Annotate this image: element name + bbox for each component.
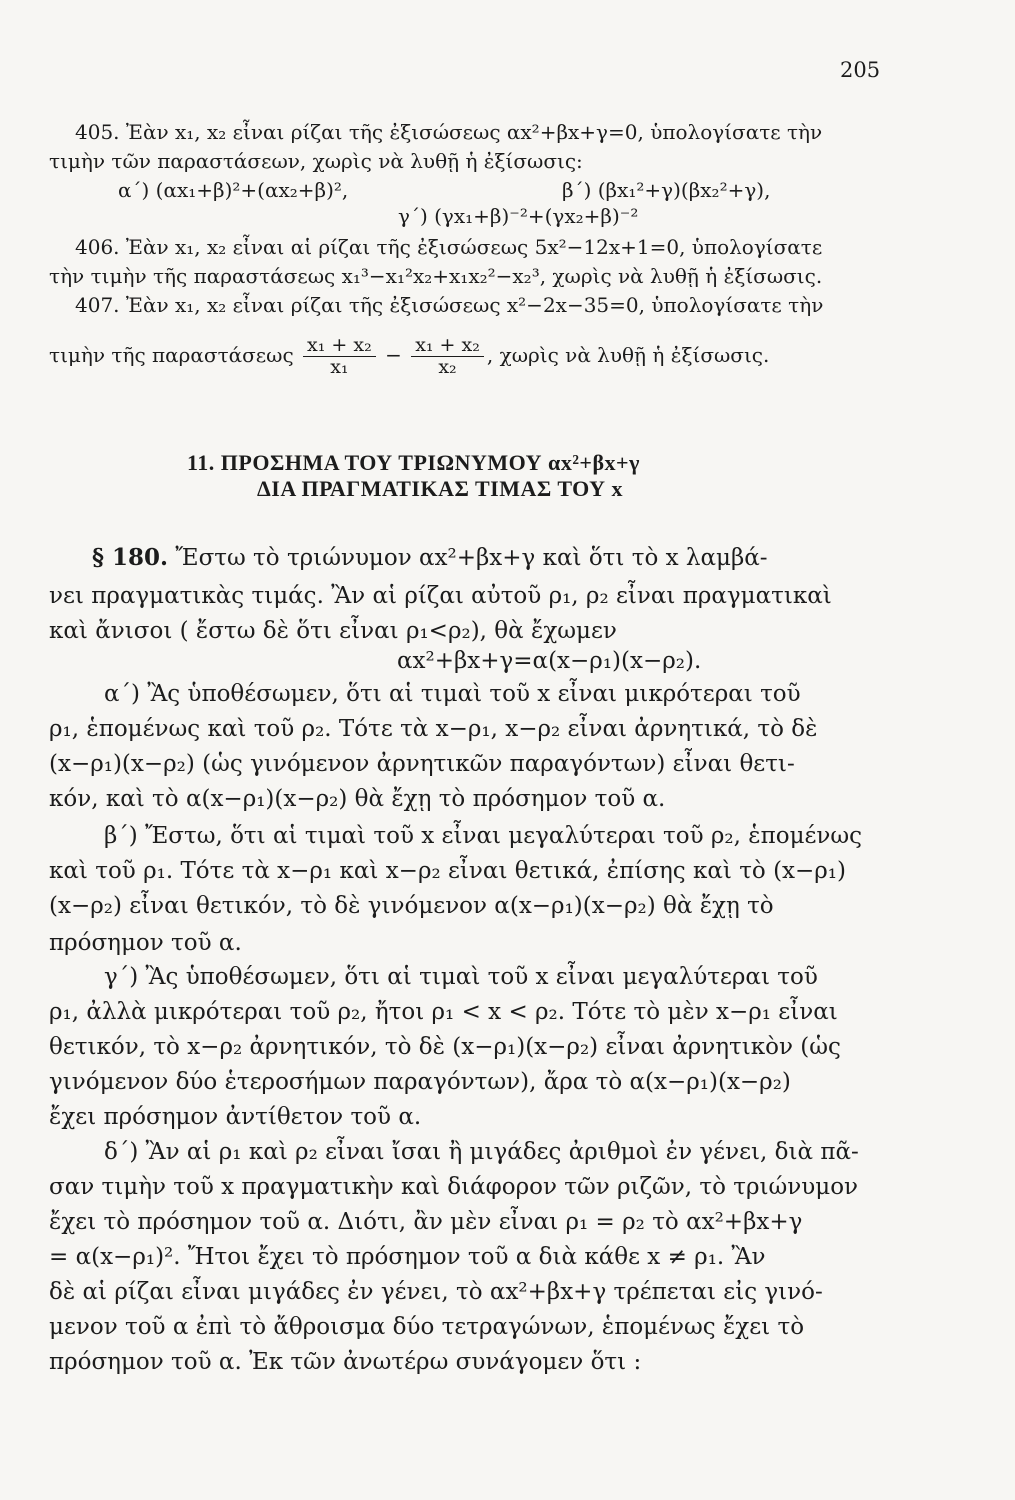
paragraph-line-13: γ΄) Ἂς ὑποθέσωμεν, ὅτι αἱ τιμαὶ τοῦ x εἶναι μεγαλύτεραι τοῦ [104,964,818,990]
exercise-406-text1: Ἐὰν x₁, x₂ εἶναι αἱ ρίζαι τῆς ἐξισώσεως 5x²−12x+1=0, ὑπολογίσατε [125,235,823,259]
paragraph-line-22: δὲ αἱ ρίζαι εἶναι μιγάδες ἐν γένει, τὸ αx²+βx+γ τρέπεται εἰς γινό- [49,1279,823,1305]
fraction-1 [303,336,376,377]
section-title-line1: 11. ΠΡΟΣΗΜΑ ΤΟΥ ΤΡΙΩΝΥΜΟΥ αx²+βx+γ [187,450,640,475]
fraction-2 [411,336,484,377]
exercise-406-line1 [75,237,822,257]
exercise-407-lead: τιμὴν τῆς παραστάσεως [49,343,294,367]
page-number: 205 [840,58,881,82]
paragraph-line-2: νει πραγματικὰς τιμάς. Ἂν αἱ ρίζαι αὐτοῦ ρ₁, ρ₂ εἶναι πραγματικαὶ [49,583,832,609]
exercise-405-line2: τιμὴν τῶν παραστάσεων, χωρὶς νὰ λυθῇ ἡ ἐξίσωσις: [49,149,583,173]
exercise-405-number: 405. [75,120,120,144]
paragraph-line-14: ρ₁, ἀλλὰ μικρότεραι τοῦ ρ₂, ἤτοι ρ₁ < x < ρ₂. Τότε τὸ μὲν x−ρ₁ εἶναι [49,999,838,1025]
fraction-1-numerator: x₁ + x₂ [303,336,376,357]
fraction-2-numerator: x₁ + x₂ [411,336,484,357]
paragraph-line-9: β΄) Ἔστω, ὅτι αἱ τιμαὶ τοῦ x εἶναι μεγαλύτεραι τοῦ ρ₂, ἑπομένως [104,823,863,849]
exercise-407-tail: , χωρὶς νὰ λυθῇ ἡ ἐξίσωσις. [486,343,770,367]
paragraph-line-7: (x−ρ₁)(x−ρ₂) (ὡς γινόμενον ἀρνητικῶν παραγόντων) εἶναι θετι- [49,751,795,777]
exercise-405-text1: Ἐὰν x₁, x₂ εἶναι ρίζαι τῆς ἐξισώσεως αx²+βx+γ=0, ὑπολογίσατε τὴν [125,120,823,144]
exercise-405-part-b: β΄) (βx₁²+γ)(βx₂²+γ), [562,178,771,202]
exercise-405-line1 [75,122,822,142]
paragraph-line-15: θετικόν, τὸ x−ρ₂ ἀρνητικόν, τὸ δὲ (x−ρ₁)(x−ρ₂) εἶναι ἀρνητικὸν (ὡς [49,1034,841,1060]
paragraph-line-24: πρόσημον τοῦ α. Ἐκ τῶν ἀνωτέρω συνάγομεν ὅτι : [49,1349,642,1375]
paragraph-line-3: καὶ ἄνισοι ( ἔστω δὲ ὅτι εἶναι ρ₁<ρ₂), θὰ ἔχωμεν [49,618,617,644]
paragraph-line-1 [92,546,768,570]
exercise-406-number: 406. [75,235,120,259]
paragraph-line-12: πρόσημον τοῦ α. [49,930,242,956]
paragraph-line-11: (x−ρ₂) εἶναι θετικόν, τὸ δὲ γινόμενον α(x−ρ₁)(x−ρ₂) θὰ ἔχῃ τὸ [49,893,774,919]
fraction-minus: − [385,343,402,367]
fraction-2-denominator: x₂ [438,356,457,378]
exercise-407-line2 [49,336,769,377]
paragraph-line-23: μενον τοῦ α ἐπὶ τὸ ἄθροισμα δύο τετραγώνων, ἑπομένως ἔχει τὸ [49,1314,805,1340]
paragraph-line-10: καὶ τοῦ ρ₁. Τότε τὰ x−ρ₁ καὶ x−ρ₂ εἶναι θετικά, ἐπίσης καὶ τὸ (x−ρ₁) [49,858,847,884]
fraction-1-denominator: x₁ [330,356,349,378]
paragraph-line-20: ἔχει τὸ πρόσημον τοῦ α. Διότι, ἂν μὲν εἶναι ρ₁ = ρ₂ τὸ αx²+βx+γ [49,1209,803,1235]
exercise-407-text1: Ἐὰν x₁, x₂ εἶναι ρίζαι τῆς ἐξισώσεως x²−2x−35=0, ὑπολογίσατε τὴν [125,293,824,317]
paragraph-line-4: αx²+βx+γ=α(x−ρ₁)(x−ρ₂). [397,648,702,674]
exercise-407-line1 [75,295,823,315]
section-title-line2: ΔΙΑ ΠΡΑΓΜΑΤΙΚΑΣ ΤΙΜΑΣ ΤΟΥ x [257,476,624,501]
paragraph-line-21: = α(x−ρ₁)². Ἤτοι ἔχει τὸ πρόσημον τοῦ α διὰ κάθε x ≠ ρ₁. Ἂν [49,1244,766,1270]
paragraph-number: § 180. [92,544,169,571]
paragraph-line-6: ρ₁, ἑπομένως καὶ τοῦ ρ₂. Τότε τὰ x−ρ₁, x−ρ₂ εἶναι ἀρνητικά, τὸ δὲ [49,716,818,742]
paragraph-line-5: α΄) Ἂς ὑποθέσωμεν, ὅτι αἱ τιμαὶ τοῦ x εἶναι μικρότεραι τοῦ [104,681,801,707]
paragraph-line-1-text: Ἔστω τὸ τριώνυμον αx²+βx+γ καὶ ὅτι τὸ x λαμβά- [175,545,768,571]
paragraph-line-8: κόν, καὶ τὸ α(x−ρ₁)(x−ρ₂) θὰ ἔχῃ τὸ πρόσημον τοῦ α. [49,786,666,812]
paragraph-line-19: σαν τιμὴν τοῦ x πραγματικὴν καὶ διάφορον τῶν ριζῶν, τὸ τριώνυμον [49,1174,859,1200]
exercise-405-part-c: γ΄) (γx₁+β)⁻²+(γx₂+β)⁻² [398,204,639,228]
paragraph-line-16: γινόμενον δύο ἑτεροσήμων παραγόντων), ἄρα τὸ α(x−ρ₁)(x−ρ₂) [49,1069,791,1095]
exercise-405-part-a: α΄) (αx₁+β)²+(αx₂+β)², [118,178,349,202]
exercise-407-number: 407. [75,293,120,317]
exercise-406-line2: τὴν τιμὴν τῆς παραστάσεως x₁³−x₁²x₂+x₁x₂²−x₂³, χωρὶς νὰ λυθῇ ἡ ἐξίσωσις. [49,264,823,288]
paragraph-line-17: ἔχει πρόσημον ἀντίθετον τοῦ α. [49,1104,422,1130]
paragraph-line-18: δ΄) Ἂν αἱ ρ₁ καὶ ρ₂ εἶναι ἴσαι ἢ μιγάδες ἀριθμοὶ ἐν γένει, διὰ πᾶ- [104,1139,859,1165]
